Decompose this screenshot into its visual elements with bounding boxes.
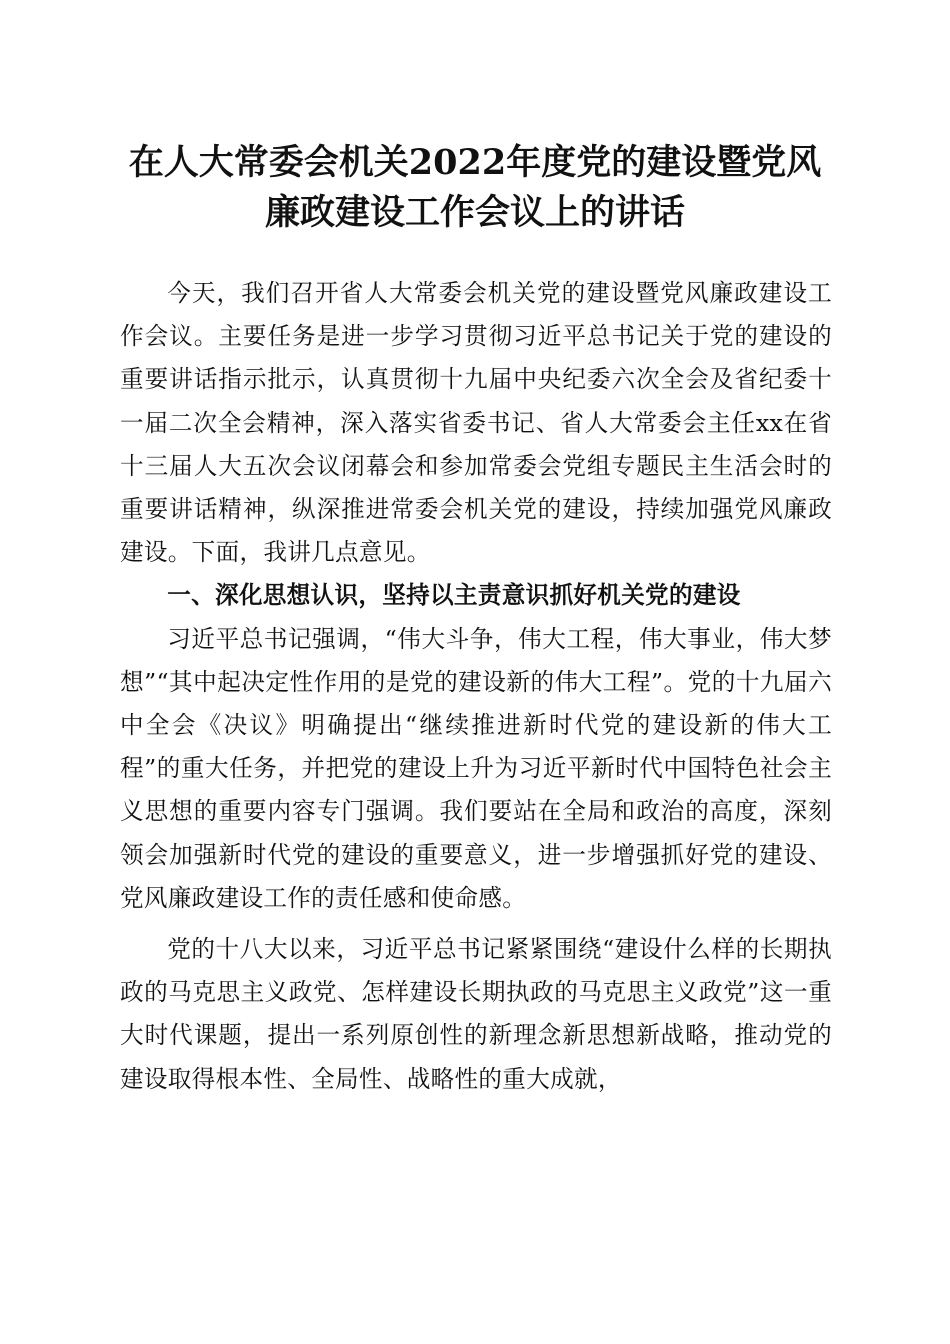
section-heading-1: 一、深化思想认识，坚持以主责意识抓好机关党的建设 (167, 581, 741, 610)
paragraph-gap (120, 920, 832, 928)
document-body (120, 272, 832, 1101)
paragraph-1: 习近平总书记强调，“伟大斗争，伟大工程，伟大事业，伟大梦想”“其中起决定性作用的是党的建设新的伟大工程”。党的十九届六中全会《决议》明确提出“继续推进新时代党的建设新的伟大工程”的重大任务，并把党的建设上升为习近平新时代中国特色社会主义思想的重要内容专门强调。我们要站在全局和政治的高度，深刻领会加强新时代党的建设的重要意义，进一步增强抓好党的建设、党风廉政建设工作的责任感和使命感。 (120, 624, 832, 912)
document-title (60, 138, 890, 238)
paragraph-intro: 今天，我们召开省人大常委会机关党的建设暨党风廉政建设工作会议。主要任务是进一步学习贯彻习近平总书记关于党的建设的重要讲话指示批示，认真贯彻十九届中央纪委六次全会及省纪委十一届二次全会精神，深入落实省委书记、省人大常委会主任xx在省十三届人大五次会议闭幕会和参加常委会党组专题民主生活会时的重要讲话精神，纵深推进常委会机关党的建设，持续加强党风廉政建设。下面，我讲几点意见。 (120, 279, 832, 567)
title-line-2: 廉政建设工作会议上的讲话 (264, 192, 685, 233)
paragraph-2: 党的十八大以来，习近平总书记紧紧围绕“建设什么样的长期执政的马克思主义政党、怎样建设长期执政的马克思主义政党”这一重大时代课题，提出一系列原创性的新理念新思想新战略，推动党的建设取得根本性、全局性、战略性的重大成就， (120, 935, 832, 1093)
title-line-1: 在人大常委会机关2022年度党的建设暨党风 (128, 142, 822, 183)
